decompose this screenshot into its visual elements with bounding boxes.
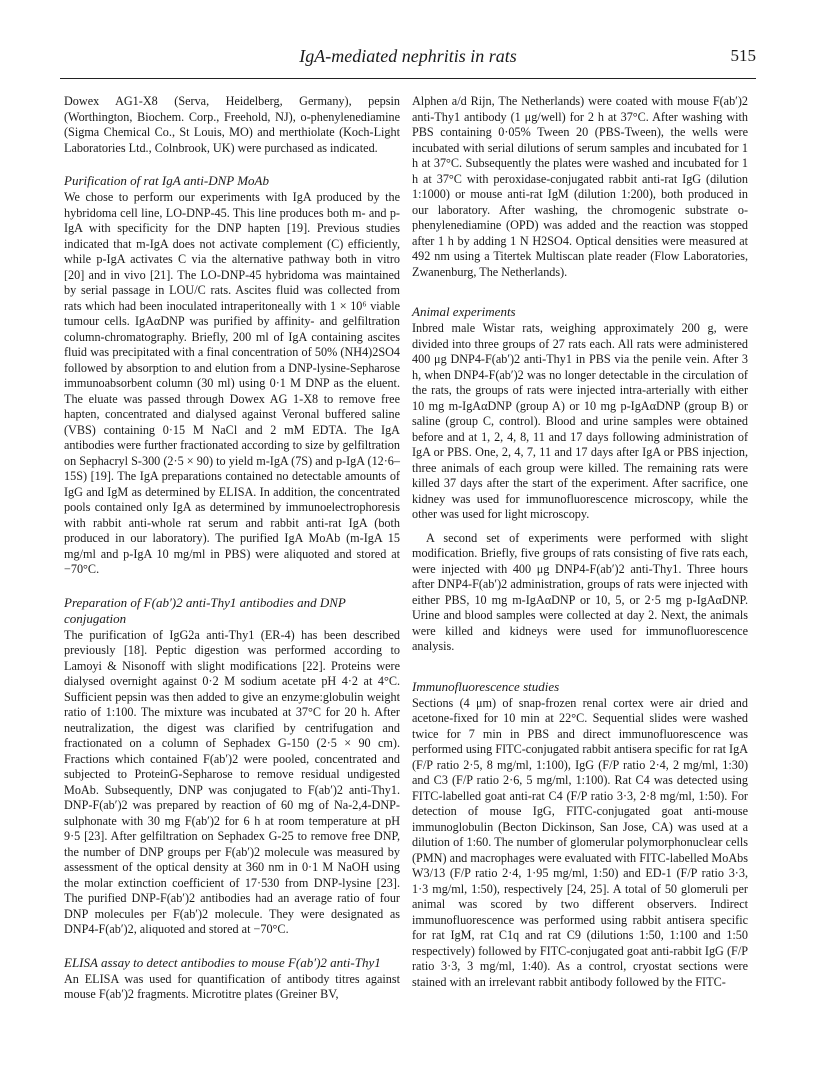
page-header [60, 46, 756, 80]
section-purification [64, 173, 400, 578]
section-heading: Immunofluorescence studies [412, 678, 560, 694]
right-column [412, 94, 748, 990]
section-immunofluorescence [412, 679, 748, 991]
left-column [64, 94, 400, 1003]
continuation-paragraph: Alphen a/d Rijn, The Netherlands) were coated with mouse F(ab′)2 anti-Thy1 antibody (1 μg/well) for 2 h at 37°C. After washing with PBS containing 0·05% Tween 20 (PBS-Tween), the wells were incubated with serial dilutions of serum samples and incubated for 1 h at 37°C. Subsequently the plates were washed and incubated for 1 h at 37°C with peroxidase-conjugated rabbit anti-rat IgG (dilution 1:1000) or mouse anti-rat IgM (dilution 1:200), both produced in our laboratory. After washing, the chromogenic substrate o-phenylenediamine (OPD) was added and the reaction was stopped after 1 h by adding 1 N H2SO4. Optical densities were measured at 492 nm using a Titertek Multiscan plate reader (Flow Laboratories, Zwanenburg, The Netherlands). [412, 94, 748, 279]
section-heading: Preparation of F(ab′)2 anti-Thy1 antibodies and DNP conjugation [64, 594, 346, 626]
section-paragraph: We chose to perform our experiments with IgA produced by the hybridoma cell line, LO-DNP-45. This line produces both m- and p-IgA with specificity for the DNP hapten [19]. Previous studies indicated that m-IgA does not activate complement (C) efficiently, while p-IgA activates C via the alternative pathway both in vitro [20] and in vivo [21]. The LO-DNP-45 hybridoma was maintained by serial passage in LOU/C rats. Ascites fluid was collected from rats which had been inoculated intraperitoneally with 1 × 10⁶ viable tumour cells. IgAαDNP was purified by affinity- and gelfiltration column-chromatography. Briefly, 200 ml of IgA containing ascites fluid was precipitated with a final concentration of 50% (NH4)2SO4 followed by absorption to and elution from a DNP-lysine-Sepharose immunoabsorbent column (30 ml) using 0·1 M DNP as the eluent. The eluate was passed through Dowex AG 1-X8 to remove free hapten, concentrated and dialysed against Veronal buffered saline (VBS) containing 0·15 M NaCl and 2 mM EDTA. The IgA antibodies were further fractionated according to size by gelfiltration on Sephacryl S-300 (2·5 × 90) to yield m-IgA (7S) and p-IgA (12·6–15S) [19]. The IgA preparations contained no detectable amounts of IgG and IgM as determined by ELISA. In addition, the concentrated pools contained only IgA as determined by immunoelectrophoresis with rabbit anti-whole rat serum and rabbit anti-rat IgA (both produced in our laboratory). The purified IgA MoAb (m-IgA 15 mg/ml and p-IgA 10 mg/ml in PBS) were aliquoted and stored at −70°C. [64, 190, 400, 576]
section-paragraph: Inbred male Wistar rats, weighing approximately 200 g, were divided into three groups of 27 rats each. All rats were administered 400 μg DNP4-F(ab′)2 anti-Thy1 in PBS via the penile vein. After 3 h, when DNP4-F(ab′)2 was no longer detectable in the circulation of the rats, the groups of rats were injected intra-arterially with either 10 mg m-IgAαDNP (group A) or 10 mg p-IgAαDNP (group B) or saline (group C, control). Blood and urine samples were obtained before and at 1, 2, 4, 8, 11 and 17 days following administration of IgA or PBS. One, 2, 4, 7, 11 and 17 days after IgA or PBS injection, three animals of each group were killed. The remaining rats were killed 37 days after the start of the experiment. After sacrifice, one kidney was used for immunofluorescence microscopy, while the other was used for light microscopy. [412, 321, 748, 521]
section-paragraph: The purification of IgG2a anti-Thy1 (ER-4) has been described previously [18]. Peptic digestion was performed according to Lamoyi & Nisonoff with slight modifications [22]. Proteins were dialysed overnight against 0·2 M sodium acetate pH 4·2 at 4°C. Sufficient pepsin was then added to give an enzyme:globulin weight ratio of 1:100. The mixture was incubated at 37°C for 20 h. After neutralization, the digest was clarified by centrifugation and fractionated on a column of Sephadex G-150 (2·5 × 90 cm). Fractions which contained F(ab′)2 were pooled, concentrated and subjected to ProteinG-Sepharose to remove residual undigested MoAb. Subsequently, DNP was conjugated to F(ab′)2 anti-Thy1. DNP-F(ab′)2 was prepared by reaction of 60 mg of Na-2,4-DNP-sulphonate with 30 mg F(ab′)2 for 6 h at room temperature at pH 9·5 [23]. After gelfiltration on Sephadex G-25 to remove free DNP, the number of DNP groups per F(ab′)2 molecule was measured by assessment of the optical density at 360 nm in 0·1 M NaOH using the molar extinction coefficient of 17·530 from DNP-lysine [23]. The purified DNP-F(ab′)2 antibodies had an average ratio of four DNP molecules per F(ab′)2 molecule. They were designated as DNP4-F(ab′)2, aliquoted and stored at −70°C. [64, 627, 400, 936]
section-heading: ELISA assay to detect antibodies to mouse F(ab′)2 anti-Thy1 [64, 954, 381, 970]
intro-paragraph: Dowex AG1-X8 (Serva, Heidelberg, Germany), pepsin (Worthington, Biochem. Corp., Freehold, NJ), o-phenylenediamine (Sigma Chemical Co., St Louis, MO) and merthiolate (Koch-Light Laboratories Ltd., Colnbrook, UK) were purchased as indicated. [64, 94, 400, 155]
page-number: 515 [730, 46, 756, 65]
section-fab-preparation [64, 595, 400, 938]
running-title: IgA-mediated nephritis in rats [299, 46, 517, 66]
section-animal-experiments [412, 304, 748, 655]
section-heading: Purification of rat IgA anti-DNP MoAb [64, 173, 269, 188]
section-heading: Animal experiments [412, 304, 516, 319]
section-paragraph: An ELISA was used for quantification of antibody titres against mouse F(ab′)2 fragments. Microtitre plates (Greiner BV, [64, 971, 400, 1001]
header-rule [60, 78, 756, 79]
section-paragraph: A second set of experiments were performed with slight modification. Briefly, five groups of rats consisting of five rats each, were injected with 400 μg DNP4-F(ab′)2 anti-Thy1. Three hours after DNP4-F(ab′)2 administration, groups of rats were injected with either PBS, 10 mg m-IgAαDNP or 10, 5, or 2·5 mg p-IgAαDNP. Urine and blood samples were collected at day 2. Next, the animals were killed and kidneys were used for immunofluorescence analysis. [412, 530, 748, 653]
section-paragraph: Sections (4 μm) of snap-frozen renal cortex were air dried and acetone-fixed for 10 min at 22°C. Sequential slides were washed twice for 7 min in PBS and direct immunofluorescence was performed using FITC-conjugated rabbit antisera specific for rat IgA (F/P ratio 2·5, 8 mg/ml, 1:100), IgG (F/P ratio 2·4, 2 mg/ml, 1:30) and C3 (F/P ratio 2·6, 5 mg/ml, 1:100). Rat C4 was detected using FITC-labelled goat anti-rat C4 (F/P ratio 3·3, 2·8 mg/ml, 1:50). For detection of mouse IgG, FITC-conjugated goat anti-mouse immunoglobulin (Becton Dickinson, San Jose, CA) was used at a dilution of 1:60. The number of glomerular polymorphonuclear cells (PMN) and macrophages were evaluated with FITC-labelled MoAbs W3/13 (F/P ratio 2·4, 1·95 mg/ml, 1:50) and ED-1 (F/P ratio 3·3, 1·3 mg/ml, 1:50), respectively [24, 25]. A total of 50 glomeruli per animal was scored by two different observers. Indirect immunofluorescence was performed using rabbit antisera specific for rat IgM, rat C1q and rat C9 (dilutions 1:50, 1:100 and 1:50 respectively) followed by FITC-conjugated goat anti-rabbit IgG (F/P ratio 3·3, 3 mg/ml, 1:40). As a control, cryostat sections were stained with an irrelevant rabbit antibody followed by the FITC- [412, 695, 748, 989]
section-elisa [64, 955, 400, 1003]
